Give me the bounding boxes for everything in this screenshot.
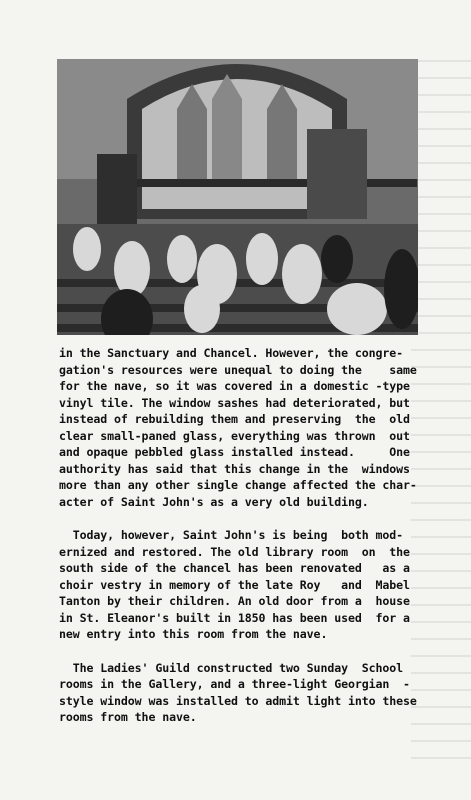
paragraph-today: Today, however, Saint John's is being both mod- ernized and restored. The old library room on the south side of the chancel has been renovated as a choir vestry in memory of the late Roy and Mabel Tanton by their children. An old door from a house in St. Eleanor's built in 1850 has been used for a new entry into this room from the nave. bbox=[59, 528, 410, 641]
paragraph-ladies-guild: The Ladies' Guild constructed two Sunday School rooms in the Gallery, and a three-light Georgian - style window was installed to admit light into these rooms from the nave. bbox=[59, 660, 417, 724]
paragraph-sanctuary: in the Sanctuary and Chancel. However, the congre- gation's resources were unequal to doing the same for the nave, so it was covered in a domestic -type vinyl tile. The window sashes had deteriorated, but instead of rebuilding them and preserving the old clear small-paned glass, everything was thrown out and opaque pebbled glass installed instead. One authority has said that this change in the windows more than any other single change affected the char- acter of Saint John's as a very old building. bbox=[59, 346, 417, 509]
body-text bbox=[59, 345, 451, 743]
church-interior-photo bbox=[57, 59, 418, 335]
